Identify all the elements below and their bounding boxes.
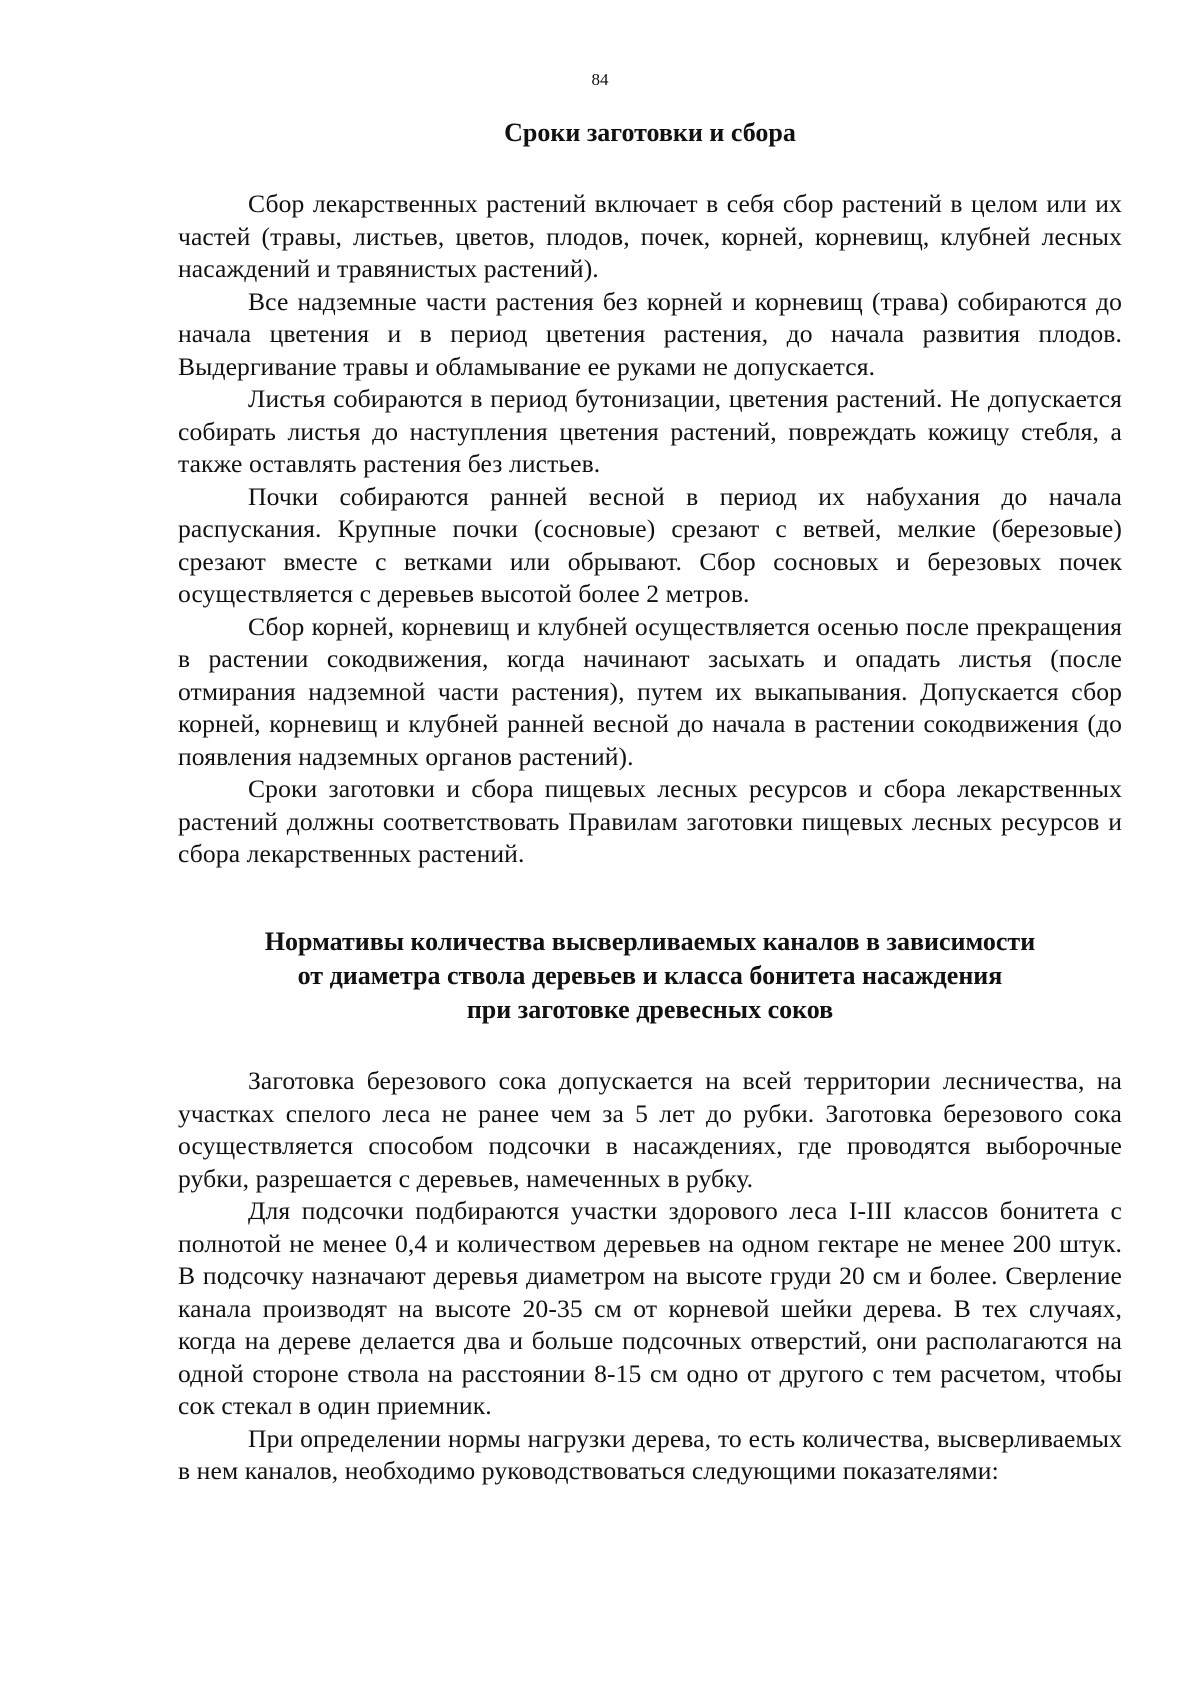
heading-line: Нормативы количества высверливаемых каналов в зависимости	[264, 927, 1036, 956]
heading-line: от диаметра ствола деревьев и класса бонитета насаждения	[297, 961, 1003, 990]
page-number: 84	[591, 70, 609, 89]
paragraph: Сбор корней, корневищ и клубней осуществляется осенью после прекращения в растении сокодвижения, когда начинают засыхать и опадать листья (после отмирания надземной части растения), путем их выкапывания. Допускается сбор корней, корневищ и клубней ранней весной до начала в растении сокодвижения (до появления надземных органов растений).	[178, 611, 1122, 771]
section-heading: Сроки заготовки и сбора	[504, 118, 796, 147]
paragraph: При определении нормы нагрузки дерева, то есть количества, высверливаемых в нем каналов, необходимо руководствоваться следующими показателями:	[178, 1423, 1122, 1485]
paragraph: Все надземные части растения без корней и корневищ (трава) собираются до начала цветения и в период цветения растения, до начала развития плодов. Выдергивание травы и обламывание ее руками не допускается.	[178, 286, 1122, 381]
paragraph: Для подсочки подбираются участки здорового леса I-III классов бонитета с полнотой не менее 0,4 и количеством деревьев на одном гектаре не менее 200 штук. В подсочку назначают деревья диаметром на высоте груди 20 см и более. Сверление канала производят на высоте 20-35 см от корневой шейки дерева. В тех случаях, когда на дереве делается два и больше подсочных отверстий, они располагаются на одной стороне ствола на расстоянии 8-15 см одно от другого с тем расчетом, чтобы сок стекал в один приемник.	[178, 1196, 1122, 1420]
paragraph: Сбор лекарственных растений включает в себя сбор растений в целом или их частей (травы, листьев, цветов, плодов, почек, корней, корневищ, клубней лесных насаждений и травянистых растений).	[178, 189, 1122, 283]
paragraph: Сроки заготовки и сбора пищевых лесных ресурсов и сбора лекарственных растений должны соответствовать Правилам заготовки пищевых лесных ресурсов и сбора лекарственных растений.	[178, 774, 1122, 868]
section-heading	[178, 925, 1122, 1027]
heading-line: при заготовке древесных соков	[466, 995, 834, 1024]
paragraph: Заготовка березового сока допускается на всей территории лесничества, на участках спелого леса не ранее чем за 5 лет до рубки. Заготовка березового сока осуществляется способом подсочки в насаждениях, где проводятся выборочные рубки, разрешается с деревьев, намеченных в рубку.	[178, 1066, 1122, 1193]
paragraph: Почки собираются ранней весной в период их набухания до начала распускания. Крупные почки (сосновые) срезают с ветвей, мелкие (березовые) срезают вместе с ветками или обрывают. Сбор сосновых и березовых почек осуществляется с деревьев высотой более 2 метров.	[178, 481, 1122, 608]
section-sap-norms	[178, 925, 1122, 1488]
section-harvest-terms	[178, 116, 1122, 871]
paragraph: Листья собираются в период бутонизации, цветения растений. Не допускается собирать листья до наступления цветения растений, повреждать кожицу стебля, а также оставлять растения без листьев.	[178, 384, 1122, 478]
